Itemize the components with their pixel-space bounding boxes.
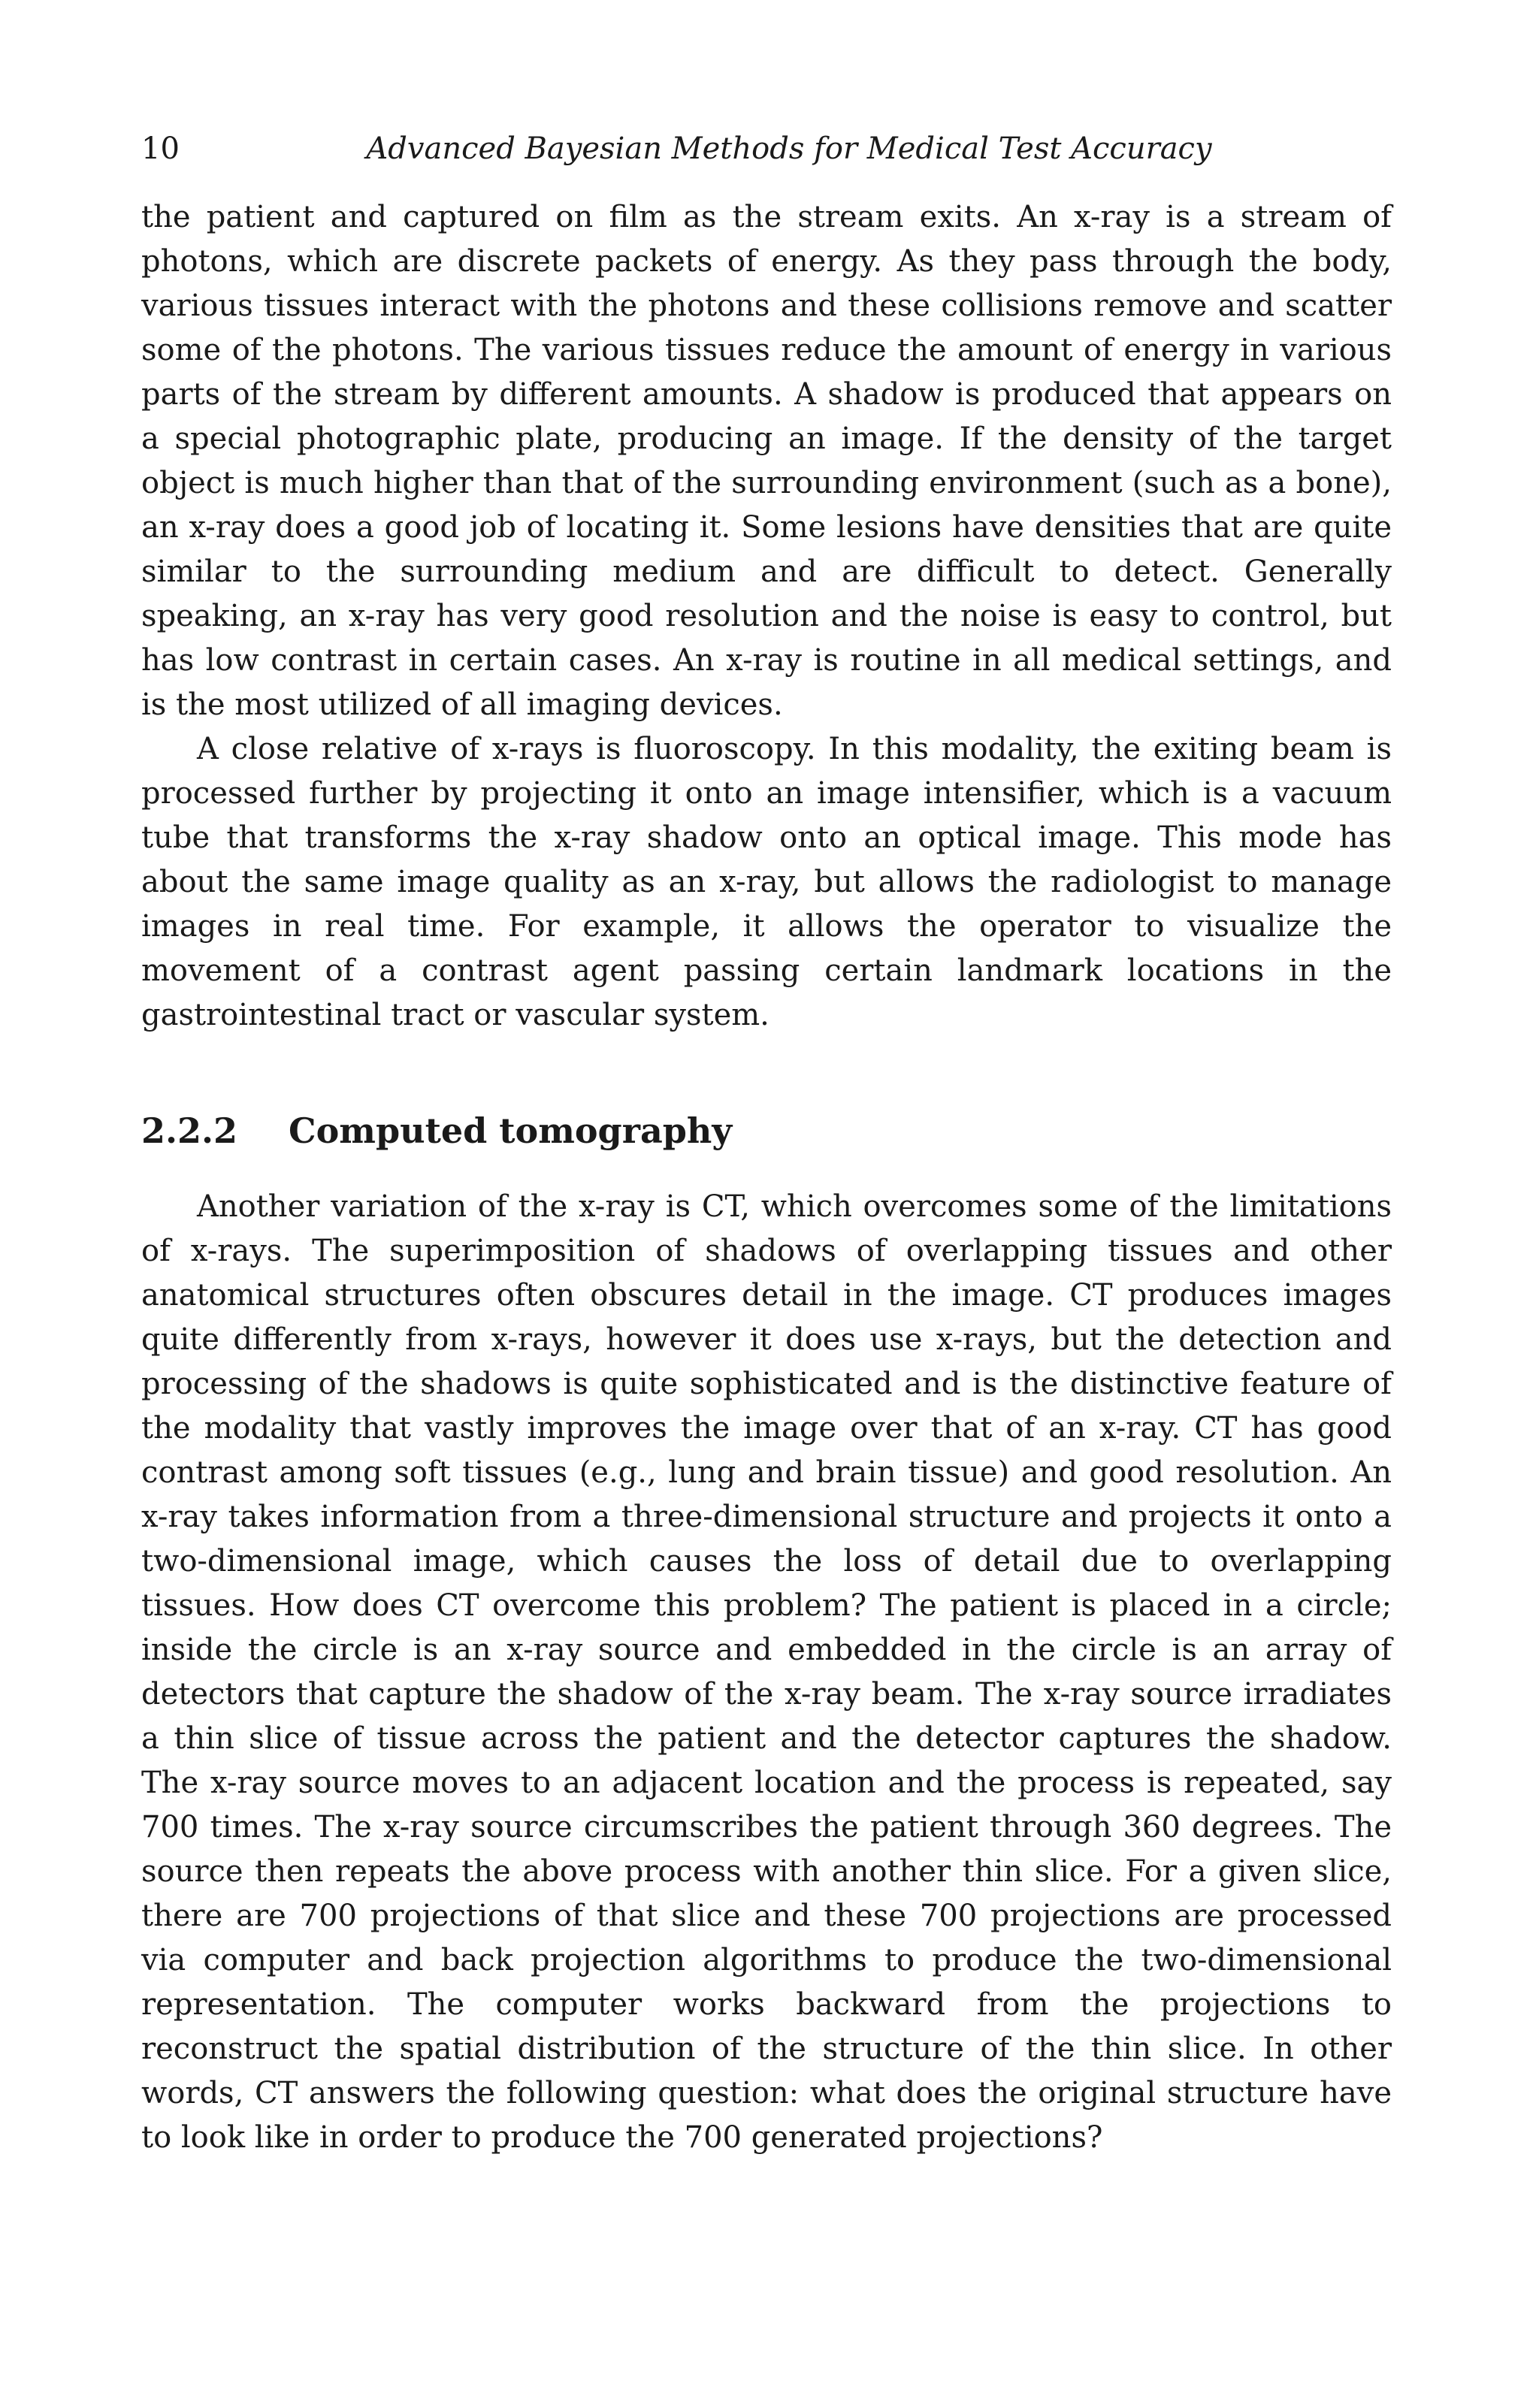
book-title: Advanced Bayesian Methods for Medical Test Accuracy	[366, 131, 1212, 166]
running-head	[141, 126, 1392, 171]
section-title: Computed tomography	[289, 1110, 733, 1151]
paragraph-fluoroscopy: A close relative of x-rays is fluoroscopy. In this modality, the exiting beam is processed further by projecting it onto an image intensifier, which is a vacuum tube that transforms the x-ray shadow onto an optical image. This mode has about the same image quality as an x-ray, but allows the radiologist to manage images in real time. For example, it allows the operator to visualize the movement of a contrast agent passing certain landmark locations in the gastrointestinal tract or vascular system.	[141, 732, 1392, 1032]
paragraph-xray: the patient and captured on film as the stream exits. An x-ray is a stream of photons, which are discrete packets of energy. As they pass through the body, various tissues interact with the photons and these collisions remove and scatter some of the photons. The various tissues reduce the amount of energy in various parts of the stream by different amounts. A shadow is produced that appears on a special photographic plate, producing an image. If the density of the target object is much higher than that of the surrounding environment (such as a bone), an x-ray does a good job of locating it. Some lesions have densities that are quite similar to the surrounding medium and are difficult to detect. Generally speaking, an x-ray has very good resolution and the noise is easy to control, but has low contrast in certain cases. An x-ray is routine in all medical settings, and is the most utilized of all imaging devices.	[141, 200, 1392, 722]
page-number: 10	[141, 131, 180, 166]
section-heading	[141, 1108, 1392, 1153]
paragraph-ct: Another variation of the x-ray is CT, which overcomes some of the limitations of x-rays. The superimposition of shadows of overlapping tissues and other anatomical structures often obscures detail in the image. CT produces images quite differently from x-rays, however it does use x-rays, but the detection and processing of the shadows is quite sophisticated and is the distinctive feature of the modality that vastly improves the image over that of an x-ray. CT has good contrast among soft tissues (e.g., lung and brain tissue) and good resolution. An x-ray takes information from a three-dimensional structure and projects it onto a two-dimensional image, which causes the loss of detail due to overlapping tissues. How does CT overcome this problem? The patient is placed in a circle; inside the circle is an x-ray source and embedded in the circle is an array of detectors that capture the shadow of the x-ray beam. The x-ray source irradiates a thin slice of tissue across the patient and the detector captures the shadow. The x-ray source moves to an adjacent location and the process is repeated, say 700 times. The x-ray source circumscribes the patient through 360 degrees. The source then repeats the above process with another thin slice. For a given slice, there are 700 projections of that slice and these 700 projections are processed via computer and back projection algorithms to produce the two-dimensional representation. The computer works backward from the projections to reconstruct the spatial distribution of the structure of the thin slice. In other words, CT answers the following question: what does the original structure have to look like in order to produce the 700 generated projections?	[141, 1189, 1392, 2155]
body-text	[141, 195, 1392, 2160]
section-number: 2.2.2	[141, 1110, 238, 1151]
page	[141, 126, 1392, 2160]
